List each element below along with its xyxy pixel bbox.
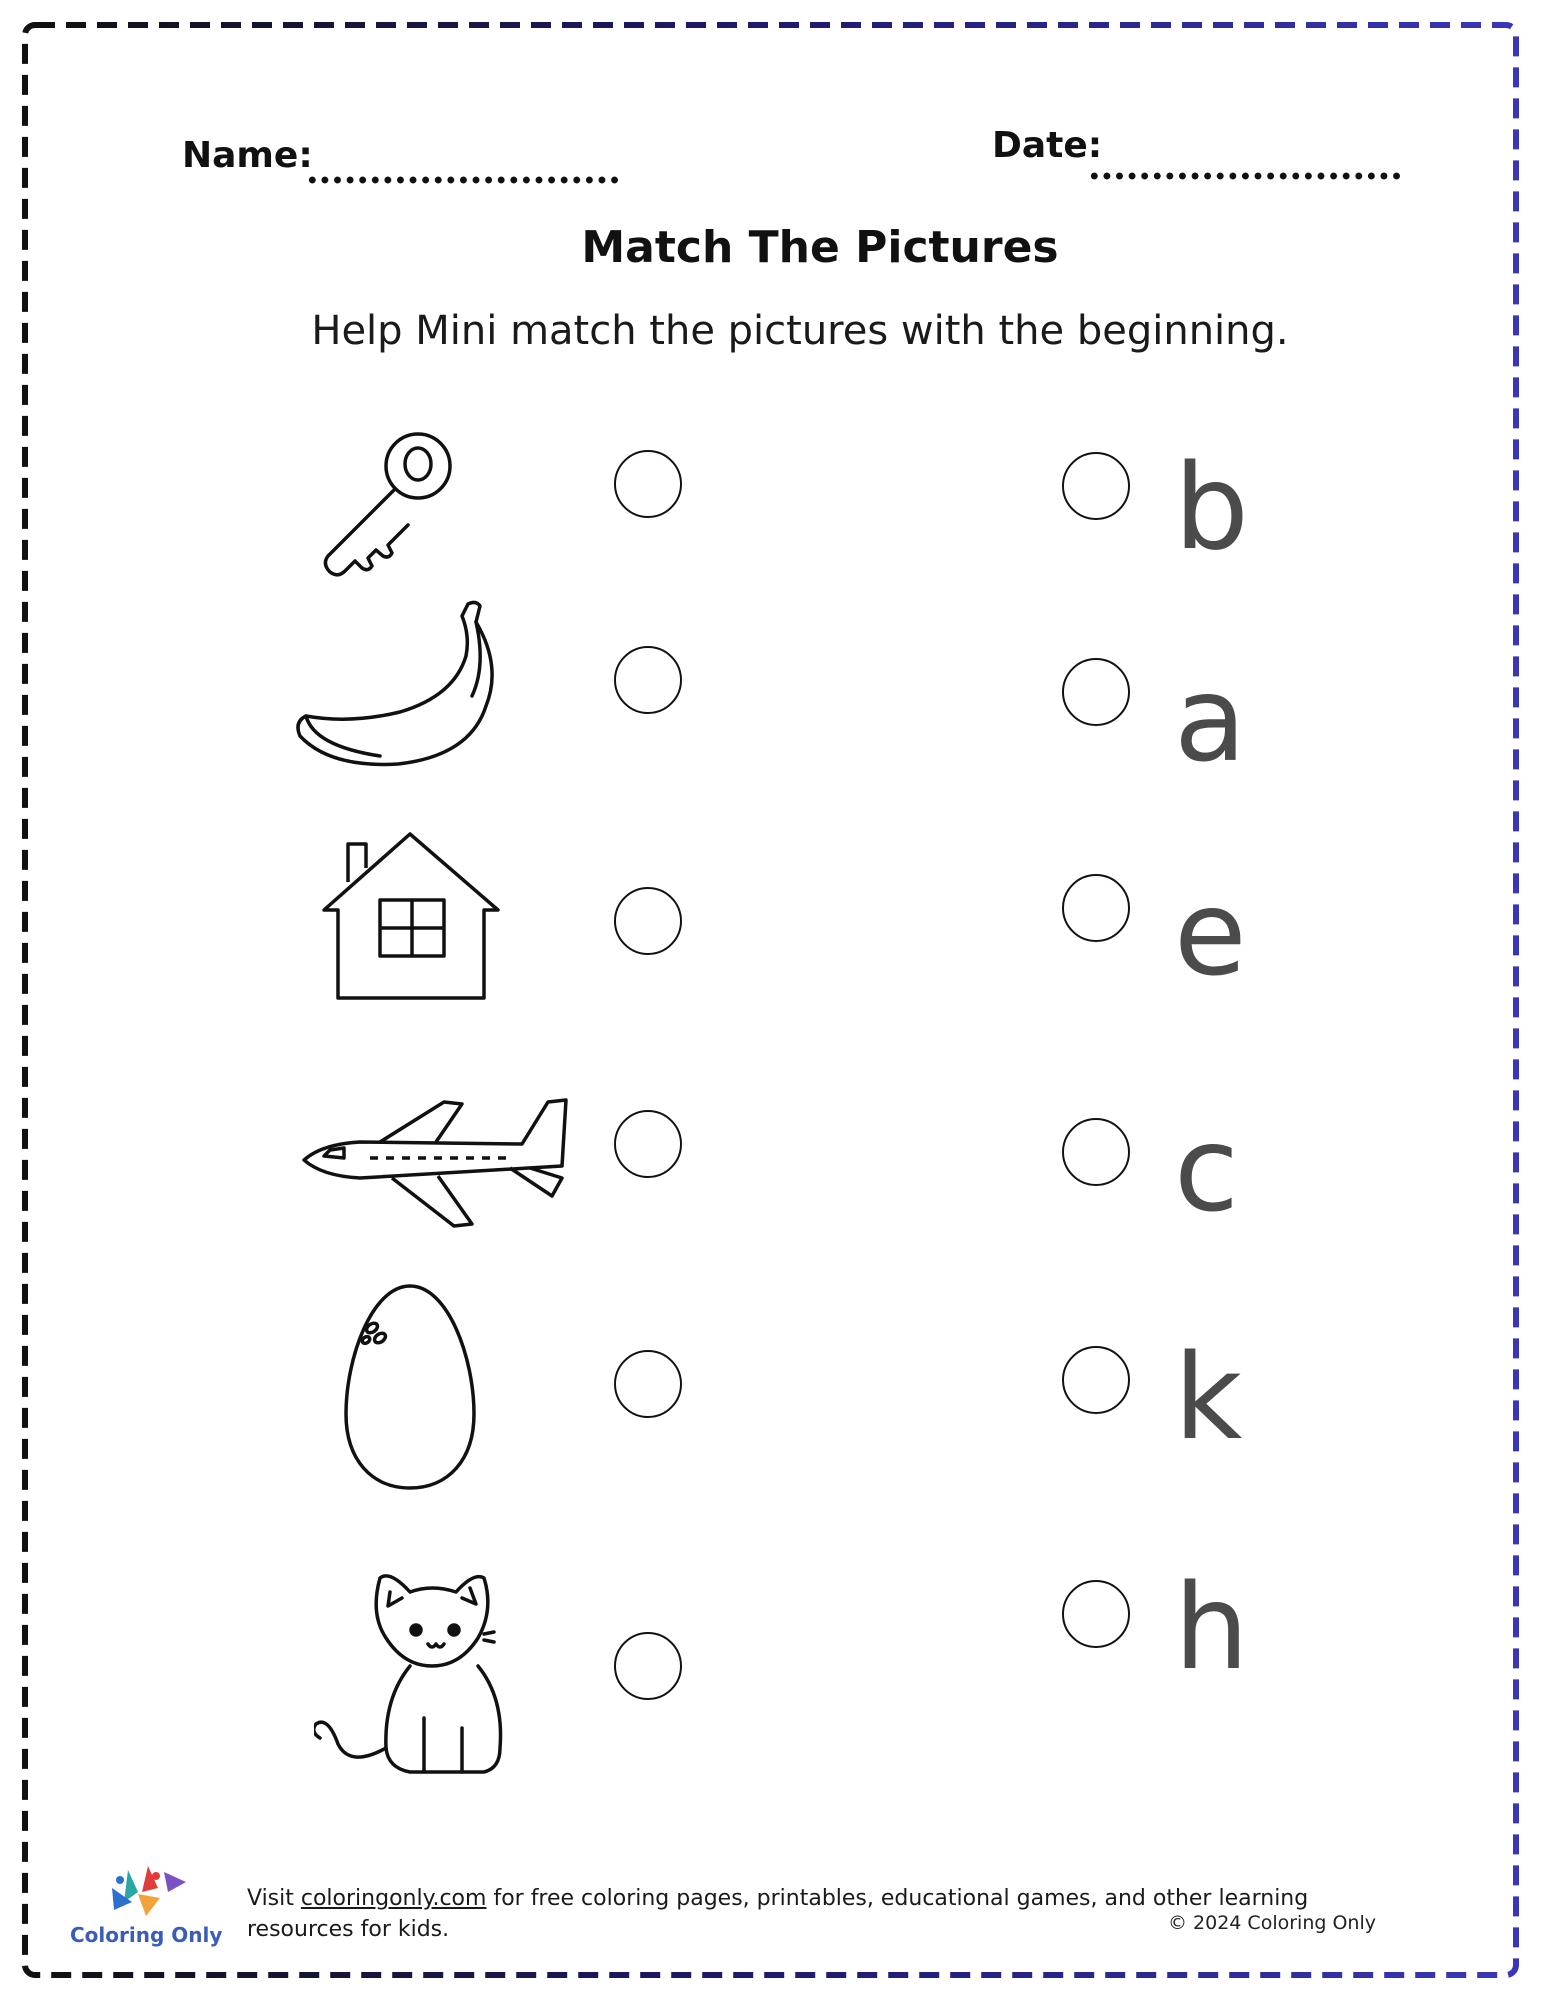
letter-item: k [1174,1328,1243,1466]
letter-item: a [1174,650,1247,788]
footer-visit-prefix: Visit [247,1886,301,1911]
letter-circle-5[interactable] [1062,1346,1130,1414]
coloring-only-logo [98,1862,194,1924]
letter-circle-1[interactable] [1062,452,1130,520]
name-label: Name: [182,135,313,176]
picture-circle-5[interactable] [614,1350,682,1418]
footer-visit-suffix: for free coloring pages, printables, educational games, and other learning resources for kids. [247,1886,1309,1942]
letter-item: h [1174,1558,1249,1696]
letter-item: e [1174,864,1247,1002]
banana-icon [290,596,510,776]
letter-circle-3[interactable] [1062,874,1130,942]
date-field[interactable] [1088,172,1400,180]
letter-item: c [1174,1100,1239,1238]
picture-circle-3[interactable] [614,887,682,955]
letter-circle-4[interactable] [1062,1118,1130,1186]
letter-circle-6[interactable] [1062,1580,1130,1648]
airplane-icon [300,1092,580,1232]
picture-circle-4[interactable] [614,1110,682,1178]
logo-text: Coloring Only [70,1923,223,1947]
picture-circle-6[interactable] [614,1632,682,1700]
site-link[interactable]: coloringonly.com [300,1886,487,1911]
house-icon [318,830,504,1002]
instructions: Help Mini match the pictures with the beginning. [311,308,1289,354]
cat-icon [314,1548,534,1788]
picture-circle-1[interactable] [614,450,682,518]
name-field[interactable] [306,176,618,184]
date-label: Date: [992,125,1103,166]
key-icon [310,428,460,588]
picture-circle-2[interactable] [614,646,682,714]
copyright: © 2024 Coloring Only [1168,1912,1376,1934]
page-title: Match The Pictures [581,222,1059,273]
letter-circle-2[interactable] [1062,658,1130,726]
egg-icon [340,1282,480,1492]
letter-item: b [1174,438,1249,576]
